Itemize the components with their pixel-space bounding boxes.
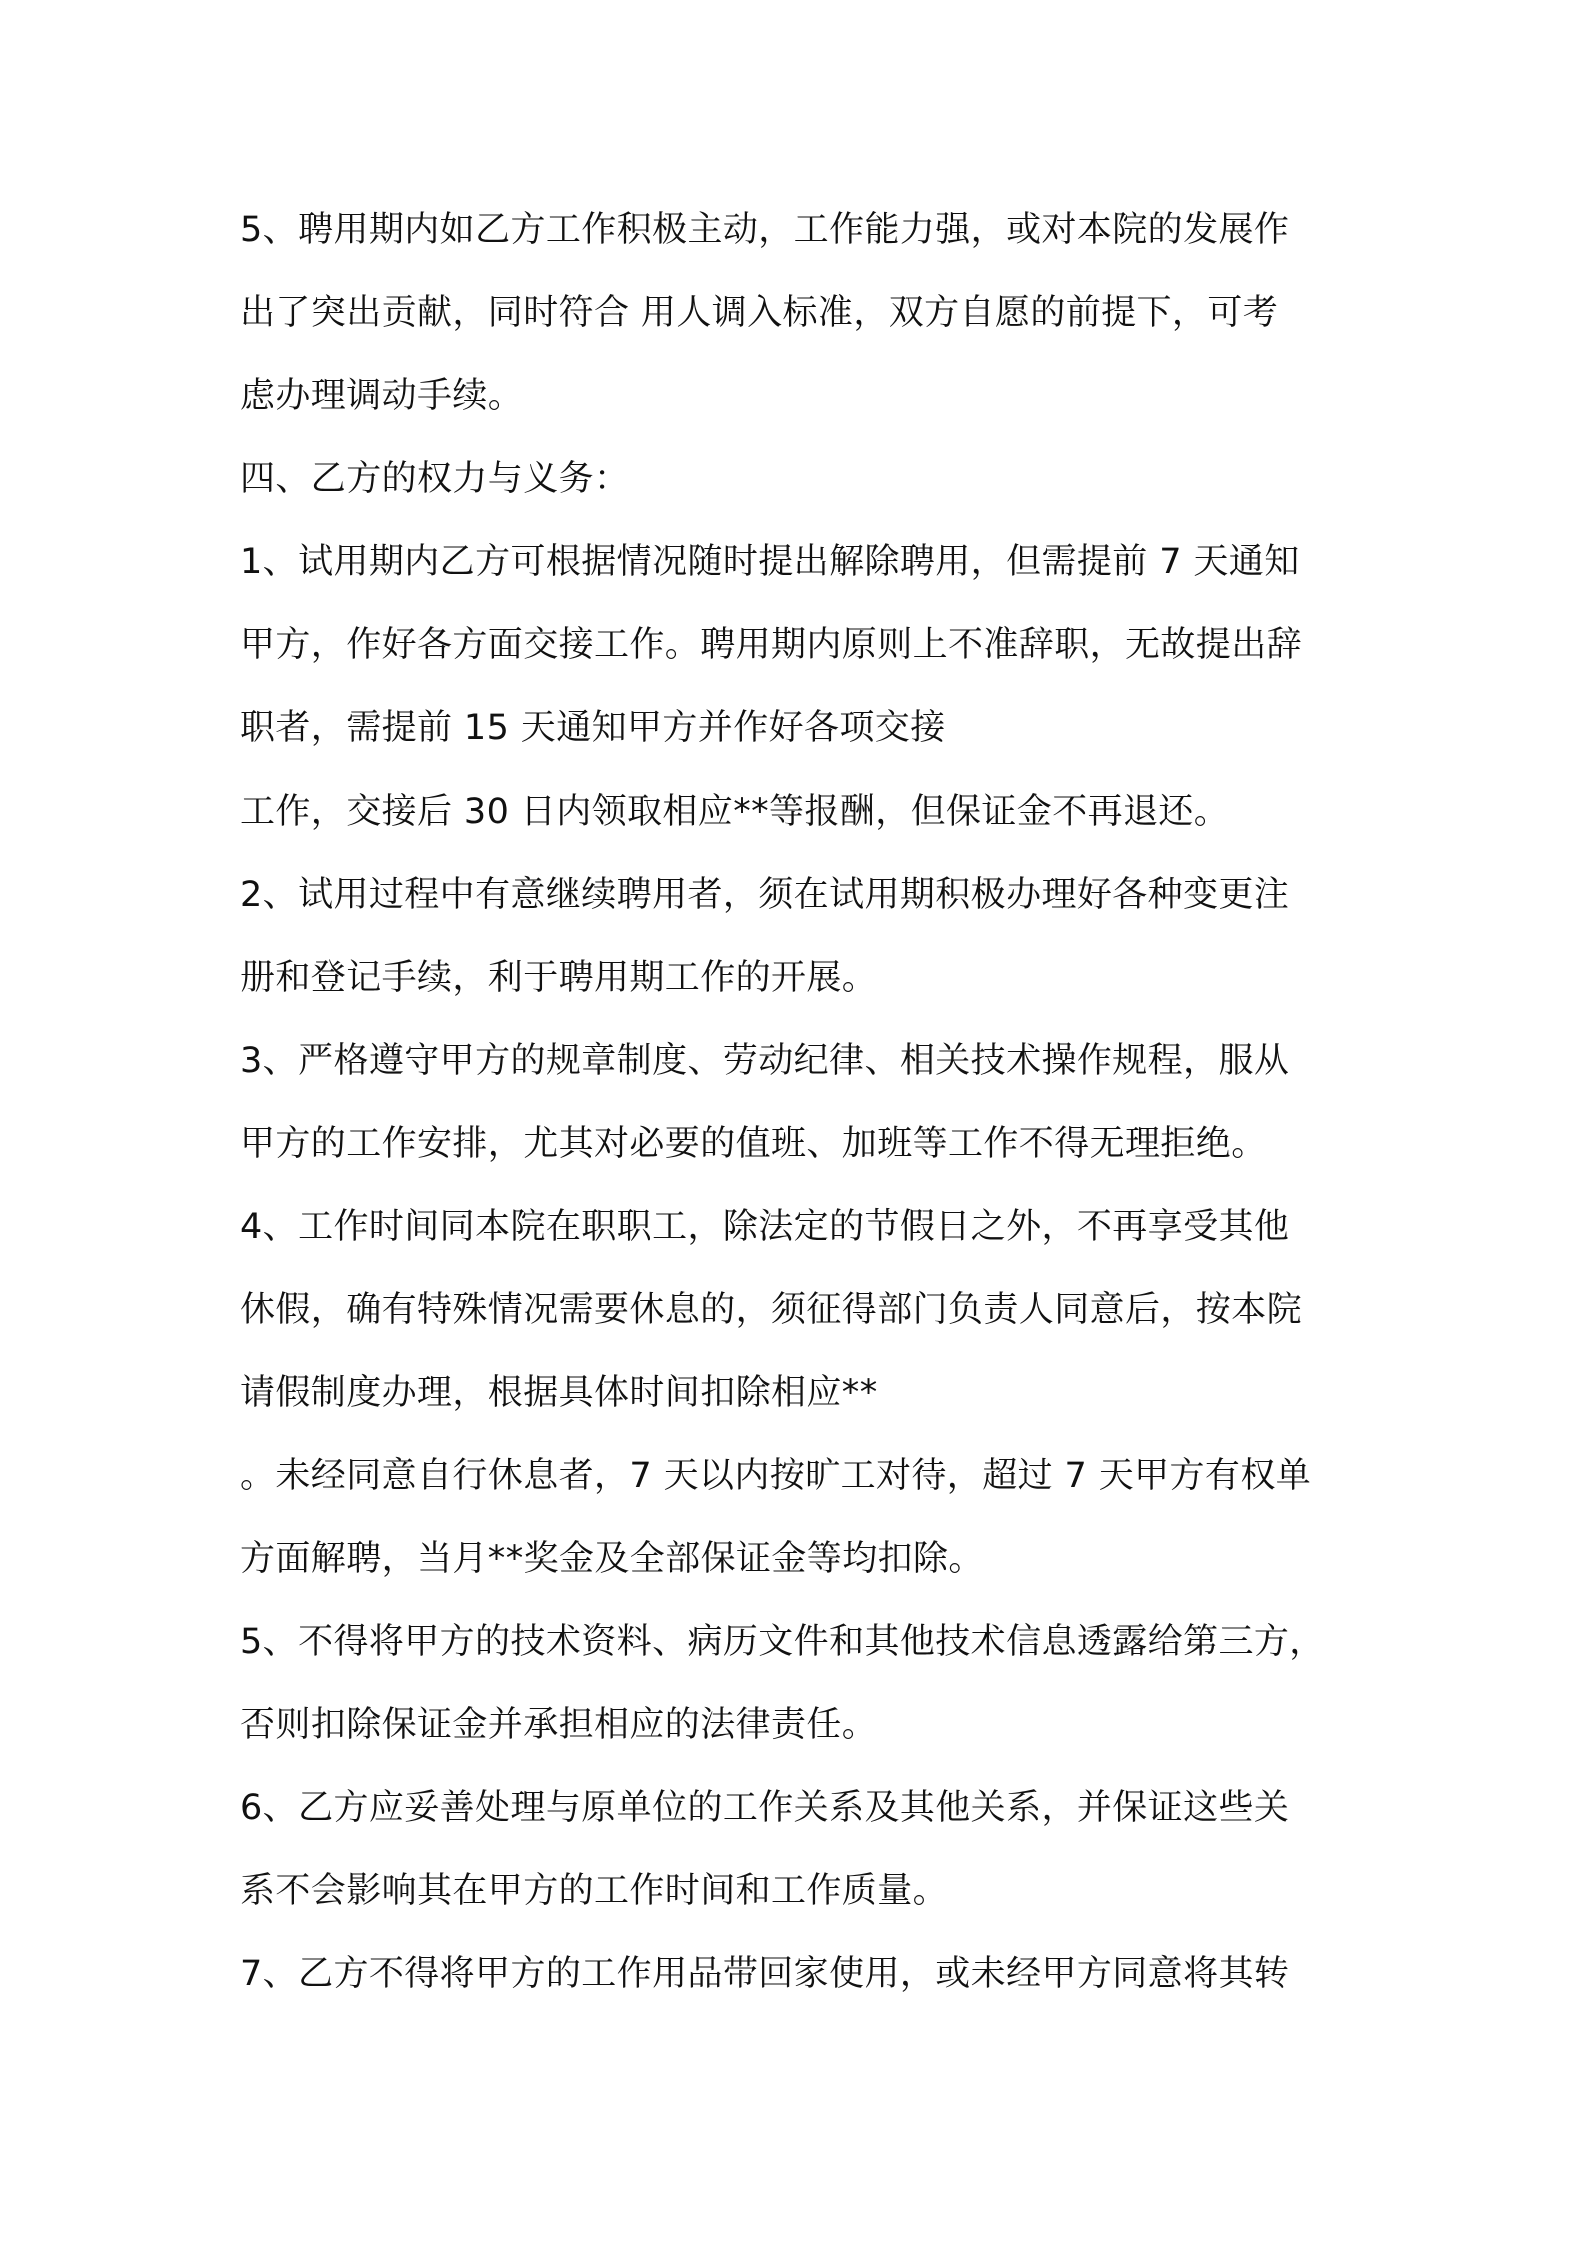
text-line: 7、乙方不得将甲方的工作用品带回家使用，或未经甲方同意将其转	[240, 1954, 1290, 1994]
text-line: 。未经同意自行休息者，7 天以内按旷工对待，超过 7 天甲方有权单	[240, 1456, 1312, 1496]
text-line: 4、工作时间同本院在职职工，除法定的节假日之外，不再享受其他	[240, 1207, 1290, 1247]
text-line: 2、试用过程中有意继续聘用者，须在试用期积极办理好各种变更注	[240, 875, 1290, 915]
text-line: 方面解聘，当月**奖金及全部保证金等均扣除。	[240, 1539, 984, 1579]
text-line: 甲方的工作安排，尤其对必要的值班、加班等工作不得无理拒绝。	[240, 1124, 1267, 1164]
text-line: 甲方，作好各方面交接工作。聘用期内原则上不准辞职，无故提出辞	[240, 625, 1303, 665]
section-heading: 四、乙方的权力与义务：	[240, 459, 630, 499]
text-line: 6、乙方应妥善处理与原单位的工作关系及其他关系，并保证这些关	[240, 1788, 1290, 1828]
text-line: 出了突出贡献，同时符合 用人调入标准，双方自愿的前提下，可考	[240, 293, 1279, 333]
text-line: 册和登记手续，利于聘用期工作的开展。	[240, 958, 878, 998]
text-line: 系不会影响其在甲方的工作时间和工作质量。	[240, 1871, 949, 1911]
text-line: 5、聘用期内如乙方工作积极主动，工作能力强，或对本院的发展作	[240, 210, 1290, 250]
text-line: 否则扣除保证金并承担相应的法律责任。	[240, 1705, 878, 1745]
text-line: 虑办理调动手续。	[240, 376, 524, 416]
text-line: 休假，确有特殊情况需要休息的，须征得部门负责人同意后，按本院	[240, 1290, 1303, 1330]
text-line: 职者，需提前 15 天通知甲方并作好各项交接	[240, 708, 946, 748]
text-line: 3、严格遵守甲方的规章制度、劳动纪律、相关技术操作规程，服从	[240, 1041, 1290, 1081]
text-line: 1、试用期内乙方可根据情况随时提出解除聘用，但需提前 7 天通知	[240, 542, 1300, 582]
text-line: 工作，交接后 30 日内领取相应**等报酬，但保证金不再退还。	[240, 792, 1230, 832]
text-line: 请假制度办理，根据具体时间扣除相应**	[240, 1373, 878, 1413]
text-line: 5、不得将甲方的技术资料、病历文件和其他技术信息透露给第三方，	[240, 1622, 1325, 1662]
